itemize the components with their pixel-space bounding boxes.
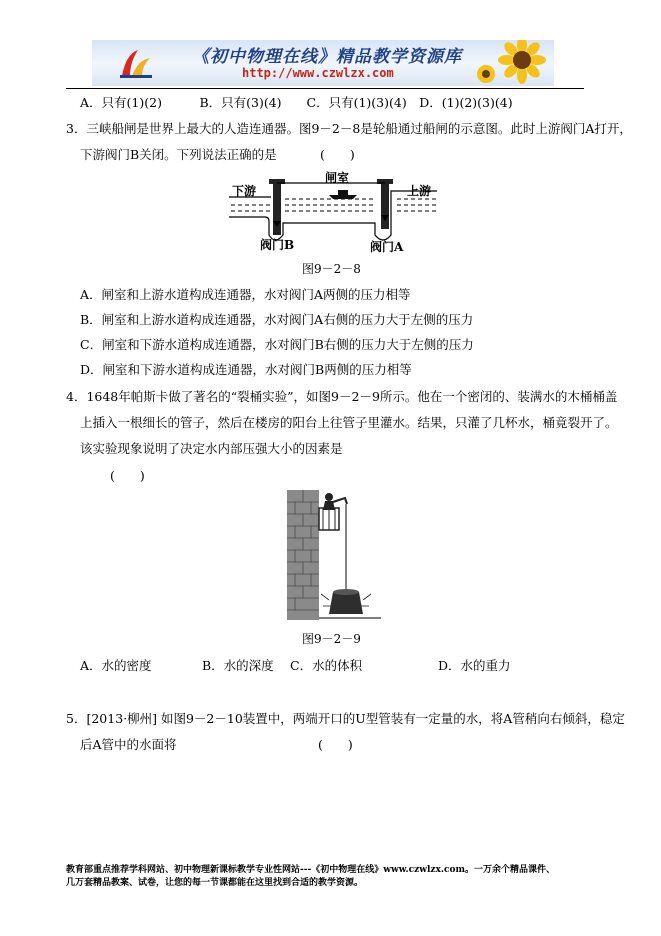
label-chamber: 闸室: [325, 171, 350, 185]
banner-title: 《初中物理在线》精品教学资源库: [192, 47, 462, 67]
figure-caption-9-2-8: 图9－2－8: [302, 262, 361, 276]
q3-stem-line1: 3．三峡船闸是世界上最大的人造连通器。图9－2－8是轮船通过船闸的示意图。此时上游阀门A打开，: [66, 121, 632, 136]
sunflower-icon: [472, 40, 554, 86]
label-valve-a: 阀门A: [370, 240, 404, 254]
header-banner: [92, 40, 554, 86]
q4-option-a: A．水的密度: [80, 658, 152, 673]
q4-stem-line2: 上插入一根细长的管子，然后在楼房的阳台上往管子里灌水。结果，只灌了几杯水，桶竟裂开了。: [80, 415, 618, 430]
q4-stem-line1: 4．1648年帕斯卡做了著名的“裂桶实验”，如图9－2－9所示。他在一个密闭的、装满水的木桶桶盖: [66, 389, 618, 404]
q5-stem-line2: 后A管中的水面将: [80, 737, 177, 752]
q4-stem-line3: 该实验现象说明了决定水内部压强大小的因素是: [80, 441, 343, 456]
q3-stem-line2: 下游阀门B关闭。下列说法正确的是: [80, 147, 277, 162]
footer-line1: 教育部重点推荐学科网站、初中物理新课标教学专业性网站---《初中物理在线》www.czwlzx.com。一万余个精品课件、: [66, 865, 556, 875]
header-rule: [66, 88, 584, 89]
q2-options: A．只有(1)(2) B．只有(3)(4) C．只有(1)(3)(4) D．(1)(2)(3)(4): [80, 95, 513, 110]
pascal-barrel-figure: [285, 488, 385, 626]
q3-option-d: D．闸室和下游水道构成连通器，水对阀门B两侧的压力相等: [80, 362, 412, 377]
label-upstream: 上游: [407, 184, 432, 198]
q3-option-b: B．闸室和上游水道构成连通器，水对阀门A右侧的压力大于左侧的压力: [80, 312, 474, 327]
q4-option-c: C．水的体积: [290, 658, 363, 673]
banner-url[interactable]: http://www.czwlzx.com: [242, 66, 394, 80]
q5-stem-line1: 5．[2013·柳州] 如图9－2－10装置中，两端开口的U型管装有一定量的水，将A管稍向右倾斜，稳定: [66, 711, 625, 726]
label-valve-b: 阀门B: [260, 238, 295, 252]
figure-caption-9-2-9: 图9－2－9: [302, 632, 361, 646]
q3-answer-paren: ( ): [320, 147, 355, 162]
q3-option-a: A．闸室和上游水道构成连通器，水对阀门A两侧的压力相等: [80, 287, 411, 302]
q4-answer-paren: ( ): [110, 468, 145, 483]
label-downstream: 下游: [232, 184, 257, 198]
q3-option-c: C．闸室和下游水道构成连通器，水对阀门B右侧的压力大于左侧的压力: [80, 337, 474, 352]
q4-option-d: D．水的重力: [438, 658, 511, 673]
footer-line2: 几万套精品教案、试卷，让您的每一节课都能在这里找到合适的教学资源。: [66, 878, 364, 888]
q4-option-b: B．水的深度: [202, 658, 274, 673]
q5-answer-paren: ( ): [318, 737, 353, 752]
site-logo: [116, 46, 156, 82]
